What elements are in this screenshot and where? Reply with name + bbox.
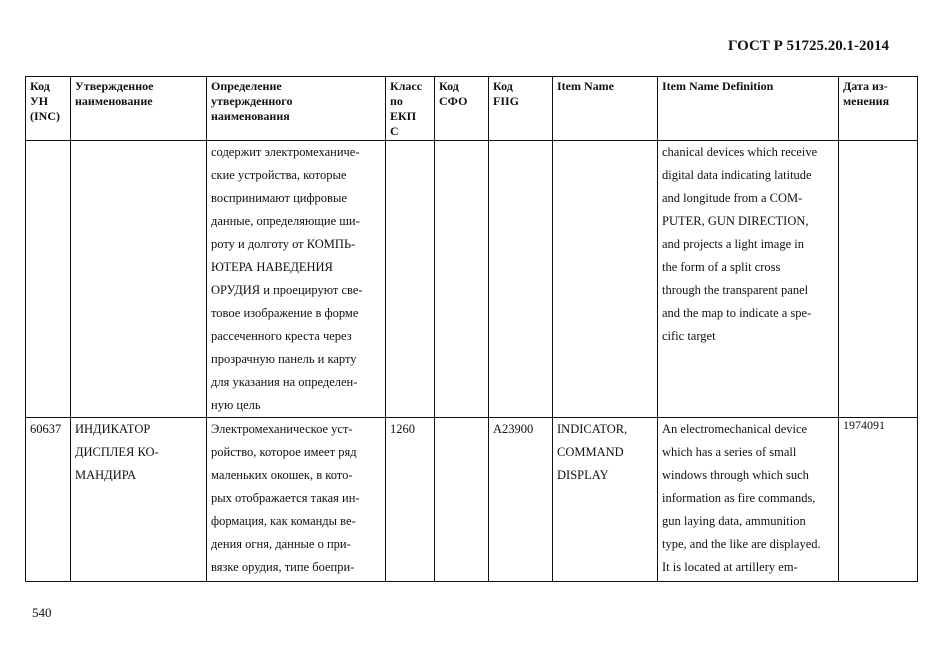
cell-text-line: FIIG [493,94,520,108]
cell-item-name-definition [658,418,839,582]
table-header-row [26,77,918,141]
cell-change-date: 1974091 [839,418,918,582]
header-change-date [839,77,918,141]
cell-item-name-definition [658,141,839,418]
cell-text-line: cific target [662,329,716,343]
cell-text-line: наименования [211,109,290,123]
cell-definition [207,418,386,582]
cell-text-line: вязке орудия, типе боепри- [211,560,355,574]
cell-text-line: ОРУДИЯ и проецируют све- [211,283,363,297]
cell-text-line: INDICATOR, [557,422,628,436]
cell-text-line: gun laying data, ammunition [662,514,806,528]
cell-text-line: An electromechanical device [662,422,808,436]
table-row [26,418,918,582]
cell-sfo-code [435,418,489,582]
page-number: 540 [32,605,52,620]
cell-text-line: information as fire commands, [662,491,816,505]
cell-text-line: PUTER, GUN DIRECTION, [662,214,809,228]
cell-text-line: рассеченного креста через [211,329,352,343]
cell-text-line: для указания на определен- [211,375,358,389]
cell-text-line: Утвержденное [75,79,154,93]
header-item-name [553,77,658,141]
cell-text-line: Код [439,79,459,93]
cell-change-date [839,141,918,418]
header-ekps-class [386,77,435,141]
cell-approved-name [71,141,207,418]
cell-text-line: chanical devices which receive [662,145,818,159]
cell-text-line: прозрачную панель и карту [211,352,357,366]
cell-text-line: through the transparent panel [662,283,809,297]
cell-text-line: It is located at artillery em- [662,560,798,574]
cell-text-line: Код [30,79,50,93]
header-fiig-code [489,77,553,141]
cell-sfo-code [435,141,489,418]
cell-approved-name [71,418,207,582]
cell-item-name [553,141,658,418]
header-item-name-definition [658,77,839,141]
cell-text-line: which has a series of small [662,445,797,459]
cell-text-line: Определение [211,79,282,93]
cell-text-line: ройство, которое имеет ряд [211,445,357,459]
cell-text-line: УН [30,94,49,108]
cell-text-line: содержит электромеханиче- [211,145,360,159]
cell-text-line: роту и долготу от КОМПЬ- [211,237,356,251]
cell-text-line: ную цель [211,398,261,412]
cell-text-line: windows through which such [662,468,809,482]
cell-text-line: СФО [439,94,468,108]
cell-text-line: the form of a split cross [662,260,781,274]
header-sfo-code [435,77,489,141]
cell-text-line: and the map to indicate a spe- [662,306,812,320]
cell-text-line: рых отображается такая ин- [211,491,360,505]
cell-inc: 60637 [26,418,71,582]
cell-text-line: ские устройства, которые [211,168,347,182]
cell-ekps-class: 1260 [386,418,435,582]
cell-text-line: type, and the like are displayed. [662,537,821,551]
cell-text-line: менения [843,94,890,108]
cell-text-line: формация, как команды ве- [211,514,356,528]
cell-text-line: ДИСПЛЕЯ КО- [75,445,159,459]
cell-text-line: С [390,124,399,138]
cell-ekps-class [386,141,435,418]
cell-text-line: по [390,94,403,108]
cell-definition [207,141,386,418]
cell-fiig-code: A23900 [489,418,553,582]
cell-text-line: дения огня, данные о при- [211,537,351,551]
cell-item-name [553,418,658,582]
cell-text-line: Item Name Definition [662,79,774,93]
cell-text-line: товое изображение в форме [211,306,359,320]
cell-text-line: воспринимают цифровые [211,191,347,205]
cell-text-line: DISPLAY [557,468,609,482]
table-row [26,141,918,418]
cell-text-line: Дата из- [843,79,888,93]
cell-fiig-code [489,141,553,418]
cell-inc [26,141,71,418]
cell-text-line: Item Name [557,79,614,93]
cell-text-line: Код [493,79,513,93]
cell-text-line: digital data indicating latitude [662,168,812,182]
cell-text-line: данные, определяющие ши- [211,214,360,228]
cell-text-line: (INC) [30,109,60,123]
cell-text-line: наименование [75,94,153,108]
cell-text-line: маленьких окошек, в кото- [211,468,353,482]
cell-text-line: ЮТЕРА НАВЕДЕНИЯ [211,260,333,274]
cell-text-line: Электромеханическое уст- [211,422,353,436]
cell-text-line: ЕКП [390,109,417,123]
cell-text-line: COMMAND [557,445,624,459]
cell-text-line: and projects a light image in [662,237,804,251]
document-header: ГОСТ Р 51725.20.1-2014 [727,38,889,54]
cell-text-line: Класс [390,79,423,93]
cell-text-line: ИНДИКАТОР [75,422,151,436]
cell-text-line: утвержденного [211,94,293,108]
cell-text-line: МАНДИРА [75,468,137,482]
header-inc [26,77,71,141]
header-definition [207,77,386,141]
cell-text-line: and longitude from a COM- [662,191,803,205]
data-table [25,76,918,582]
header-approved-name [71,77,207,141]
